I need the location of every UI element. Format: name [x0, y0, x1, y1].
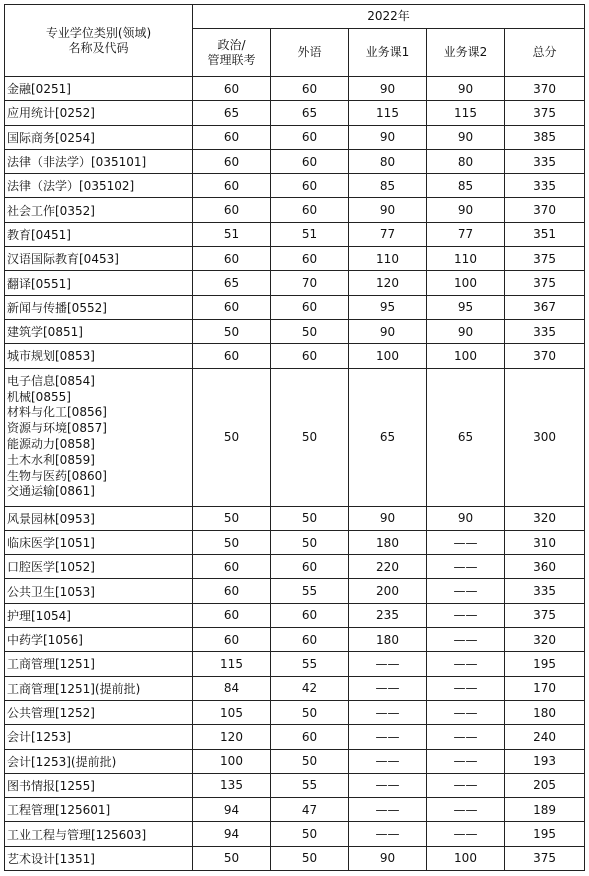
program-name: 生物与医药[0860] — [7, 468, 107, 483]
program-name-cell: 法律（非法学）[035101] — [5, 149, 193, 173]
course1-score-cell: 85 — [349, 174, 427, 198]
total-score-cell: 335 — [505, 174, 585, 198]
table-row — [5, 77, 585, 101]
politics-header-line2: 管理联考 — [207, 52, 256, 67]
total-score-cell: 189 — [505, 798, 585, 822]
program-name: 材料与化工[0856] — [7, 405, 107, 420]
course1-score-cell: —— — [349, 652, 427, 676]
language-score-cell: 60 — [271, 603, 349, 627]
politics-score-cell: 135 — [193, 773, 271, 797]
course1-score-cell: 90 — [349, 846, 427, 870]
table-row — [5, 652, 585, 676]
course1-score-cell: 180 — [349, 628, 427, 652]
politics-score-cell: 60 — [193, 555, 271, 579]
politics-score-cell: 65 — [193, 101, 271, 125]
language-score-cell: 50 — [271, 506, 349, 530]
program-name: 土木水利[0859] — [7, 452, 95, 467]
total-score-cell: 375 — [505, 101, 585, 125]
politics-score-cell: 60 — [193, 198, 271, 222]
course1-score-cell: 180 — [349, 530, 427, 554]
course1-score-cell: 90 — [349, 125, 427, 149]
course2-score-cell: —— — [427, 725, 505, 749]
politics-score-cell: 120 — [193, 725, 271, 749]
category-header — [5, 5, 193, 77]
language-score-cell: 47 — [271, 798, 349, 822]
politics-score-cell: 60 — [193, 344, 271, 368]
language-score-cell: 70 — [271, 271, 349, 295]
total-score-cell: 335 — [505, 319, 585, 343]
course2-score-cell: —— — [427, 579, 505, 603]
table-row-group — [5, 368, 585, 506]
politics-score-cell: 94 — [193, 798, 271, 822]
course1-header: 业务课1 — [349, 29, 427, 77]
program-name-cell: 会计[1253] — [5, 725, 193, 749]
language-score-cell: 60 — [271, 198, 349, 222]
table-row — [5, 344, 585, 368]
course2-score-cell: 100 — [427, 344, 505, 368]
language-score-cell: 60 — [271, 247, 349, 271]
table-row — [5, 271, 585, 295]
total-score-cell: 351 — [505, 222, 585, 246]
total-score-cell: 193 — [505, 749, 585, 773]
politics-header — [193, 29, 271, 77]
total-score-cell: 370 — [505, 77, 585, 101]
course1-score-cell: 220 — [349, 555, 427, 579]
politics-score-cell: 105 — [193, 700, 271, 724]
language-header: 外语 — [271, 29, 349, 77]
table-row — [5, 198, 585, 222]
language-score-cell: 60 — [271, 174, 349, 198]
table-row — [5, 676, 585, 700]
total-score-cell: 360 — [505, 555, 585, 579]
course2-score-cell: 100 — [427, 271, 505, 295]
total-score-cell: 310 — [505, 530, 585, 554]
total-score-cell: 240 — [505, 725, 585, 749]
language-score-cell: 50 — [271, 319, 349, 343]
program-name-cell: 中药学[1056] — [5, 628, 193, 652]
language-score-cell: 60 — [271, 344, 349, 368]
course1-score-cell: —— — [349, 725, 427, 749]
course2-score-cell: —— — [427, 628, 505, 652]
course1-score-cell: —— — [349, 749, 427, 773]
table-row — [5, 247, 585, 271]
politics-score-cell: 60 — [193, 149, 271, 173]
program-group-names-cell — [5, 368, 193, 506]
course2-score-cell: 115 — [427, 101, 505, 125]
table-row — [5, 725, 585, 749]
course2-score-cell: 90 — [427, 125, 505, 149]
course2-score-cell: —— — [427, 700, 505, 724]
course2-score-cell: —— — [427, 652, 505, 676]
total-score-cell: 180 — [505, 700, 585, 724]
program-name-cell: 汉语国际教育[0453] — [5, 247, 193, 271]
language-score-cell: 55 — [271, 652, 349, 676]
table-row — [5, 222, 585, 246]
table-row — [5, 149, 585, 173]
course1-score-cell: —— — [349, 822, 427, 846]
program-name-cell: 建筑学[0851] — [5, 319, 193, 343]
language-score-cell: 65 — [271, 101, 349, 125]
table-body — [5, 77, 585, 871]
total-header: 总分 — [505, 29, 585, 77]
language-score-cell: 60 — [271, 555, 349, 579]
total-score-cell: 375 — [505, 247, 585, 271]
language-score-cell: 50 — [271, 749, 349, 773]
total-score-cell: 375 — [505, 603, 585, 627]
course1-score-cell: 100 — [349, 344, 427, 368]
course2-score-cell: —— — [427, 749, 505, 773]
course2-score-cell: 90 — [427, 319, 505, 343]
language-score-cell: 60 — [271, 725, 349, 749]
program-name-cell: 工业工程与管理[125603] — [5, 822, 193, 846]
course1-score-cell: 115 — [349, 101, 427, 125]
program-name: 机械[0855] — [7, 389, 71, 404]
total-score-cell: 335 — [505, 149, 585, 173]
politics-score-cell: 51 — [193, 222, 271, 246]
year-header: 2022年 — [193, 5, 585, 29]
course1-score-cell: 200 — [349, 579, 427, 603]
course2-score-cell: 90 — [427, 77, 505, 101]
total-score-cell: 335 — [505, 579, 585, 603]
language-score-cell: 50 — [271, 700, 349, 724]
program-name-cell: 会计[1253](提前批) — [5, 749, 193, 773]
course2-score-cell: —— — [427, 798, 505, 822]
politics-score-cell: 84 — [193, 676, 271, 700]
total-score-cell: 300 — [505, 368, 585, 506]
course2-header: 业务课2 — [427, 29, 505, 77]
course1-score-cell: —— — [349, 676, 427, 700]
language-score-cell: 60 — [271, 295, 349, 319]
language-score-cell: 50 — [271, 530, 349, 554]
course2-score-cell: —— — [427, 676, 505, 700]
total-score-cell: 320 — [505, 628, 585, 652]
total-score-cell: 195 — [505, 822, 585, 846]
language-score-cell: 60 — [271, 628, 349, 652]
politics-score-cell: 60 — [193, 247, 271, 271]
course2-score-cell: —— — [427, 603, 505, 627]
course1-score-cell: 120 — [349, 271, 427, 295]
total-score-cell: 205 — [505, 773, 585, 797]
course1-score-cell: 77 — [349, 222, 427, 246]
politics-score-cell: 60 — [193, 125, 271, 149]
program-name-cell: 翻译[0551] — [5, 271, 193, 295]
program-name-cell: 艺术设计[1351] — [5, 846, 193, 870]
table-row — [5, 628, 585, 652]
total-score-cell: 195 — [505, 652, 585, 676]
course2-score-cell: 90 — [427, 198, 505, 222]
total-score-cell: 320 — [505, 506, 585, 530]
program-name-cell: 国际商务[0254] — [5, 125, 193, 149]
course2-score-cell: 77 — [427, 222, 505, 246]
program-name-cell: 应用统计[0252] — [5, 101, 193, 125]
program-name-cell: 图书情报[1255] — [5, 773, 193, 797]
politics-score-cell: 60 — [193, 628, 271, 652]
politics-score-cell: 50 — [193, 530, 271, 554]
program-name-cell: 新闻与传播[0552] — [5, 295, 193, 319]
politics-header-line1: 政治/ — [217, 37, 246, 52]
language-score-cell: 51 — [271, 222, 349, 246]
language-score-cell: 50 — [271, 846, 349, 870]
table-row — [5, 319, 585, 343]
table-row — [5, 295, 585, 319]
program-name-cell: 公共卫生[1053] — [5, 579, 193, 603]
program-name-cell: 工商管理[1251] — [5, 652, 193, 676]
program-name: 电子信息[0854] — [7, 373, 95, 388]
table-row — [5, 798, 585, 822]
program-name-cell: 风景园林[0953] — [5, 506, 193, 530]
total-score-cell: 385 — [505, 125, 585, 149]
course2-score-cell: —— — [427, 773, 505, 797]
course1-score-cell: 80 — [349, 149, 427, 173]
politics-score-cell: 50 — [193, 319, 271, 343]
program-name: 资源与环境[0857] — [7, 421, 107, 436]
course1-score-cell: —— — [349, 700, 427, 724]
total-score-cell: 370 — [505, 344, 585, 368]
course1-score-cell: —— — [349, 798, 427, 822]
politics-score-cell: 50 — [193, 506, 271, 530]
total-score-cell: 367 — [505, 295, 585, 319]
table-row — [5, 846, 585, 870]
language-score-cell: 42 — [271, 676, 349, 700]
politics-score-cell: 60 — [193, 579, 271, 603]
course1-score-cell: 95 — [349, 295, 427, 319]
program-name-cell: 公共管理[1252] — [5, 700, 193, 724]
language-score-cell: 60 — [271, 149, 349, 173]
table-row — [5, 822, 585, 846]
table-row — [5, 773, 585, 797]
program-name-cell: 城市规划[0853] — [5, 344, 193, 368]
table-row — [5, 530, 585, 554]
table-row — [5, 749, 585, 773]
program-name-cell: 金融[0251] — [5, 77, 193, 101]
table-row — [5, 506, 585, 530]
program-name: 交通运输[0861] — [7, 484, 95, 499]
language-score-cell: 55 — [271, 579, 349, 603]
table-row — [5, 700, 585, 724]
course2-score-cell: —— — [427, 822, 505, 846]
program-name-cell: 口腔医学[1052] — [5, 555, 193, 579]
table-row — [5, 174, 585, 198]
course1-score-cell: —— — [349, 773, 427, 797]
course2-score-cell: 95 — [427, 295, 505, 319]
course1-score-cell: 65 — [349, 368, 427, 506]
program-name-cell: 工程管理[125601] — [5, 798, 193, 822]
politics-score-cell: 50 — [193, 368, 271, 506]
course2-score-cell: 80 — [427, 149, 505, 173]
course2-score-cell: 85 — [427, 174, 505, 198]
course2-score-cell: 100 — [427, 846, 505, 870]
course2-score-cell: 110 — [427, 247, 505, 271]
total-score-cell: 370 — [505, 198, 585, 222]
score-table — [4, 4, 585, 871]
category-header-line1: 专业学位类别(领域) — [45, 25, 152, 40]
program-name-cell: 法律（法学）[035102] — [5, 174, 193, 198]
total-score-cell: 375 — [505, 846, 585, 870]
table-row — [5, 579, 585, 603]
course2-score-cell: —— — [427, 530, 505, 554]
program-name: 能源动力[0858] — [7, 437, 95, 452]
total-score-cell: 170 — [505, 676, 585, 700]
program-name-cell: 社会工作[0352] — [5, 198, 193, 222]
politics-score-cell: 60 — [193, 603, 271, 627]
politics-score-cell: 60 — [193, 174, 271, 198]
table-row — [5, 603, 585, 627]
language-score-cell: 60 — [271, 77, 349, 101]
table-row — [5, 555, 585, 579]
course1-score-cell: 110 — [349, 247, 427, 271]
language-score-cell: 50 — [271, 368, 349, 506]
course2-score-cell: 65 — [427, 368, 505, 506]
program-name-cell: 护理[1054] — [5, 603, 193, 627]
language-score-cell: 50 — [271, 822, 349, 846]
politics-score-cell: 100 — [193, 749, 271, 773]
program-name-cell: 临床医学[1051] — [5, 530, 193, 554]
politics-score-cell: 94 — [193, 822, 271, 846]
program-name-cell: 教育[0451] — [5, 222, 193, 246]
politics-score-cell: 60 — [193, 77, 271, 101]
politics-score-cell: 50 — [193, 846, 271, 870]
course1-score-cell: 235 — [349, 603, 427, 627]
total-score-cell: 375 — [505, 271, 585, 295]
politics-score-cell: 115 — [193, 652, 271, 676]
politics-score-cell: 60 — [193, 295, 271, 319]
table-row — [5, 125, 585, 149]
politics-score-cell: 65 — [193, 271, 271, 295]
table-row — [5, 101, 585, 125]
course2-score-cell: —— — [427, 555, 505, 579]
program-name-cell: 工商管理[1251](提前批) — [5, 676, 193, 700]
category-header-line2: 名称及代码 — [68, 40, 129, 55]
language-score-cell: 55 — [271, 773, 349, 797]
language-score-cell: 60 — [271, 125, 349, 149]
course1-score-cell: 90 — [349, 319, 427, 343]
course1-score-cell: 90 — [349, 198, 427, 222]
course2-score-cell: 90 — [427, 506, 505, 530]
course1-score-cell: 90 — [349, 506, 427, 530]
course1-score-cell: 90 — [349, 77, 427, 101]
